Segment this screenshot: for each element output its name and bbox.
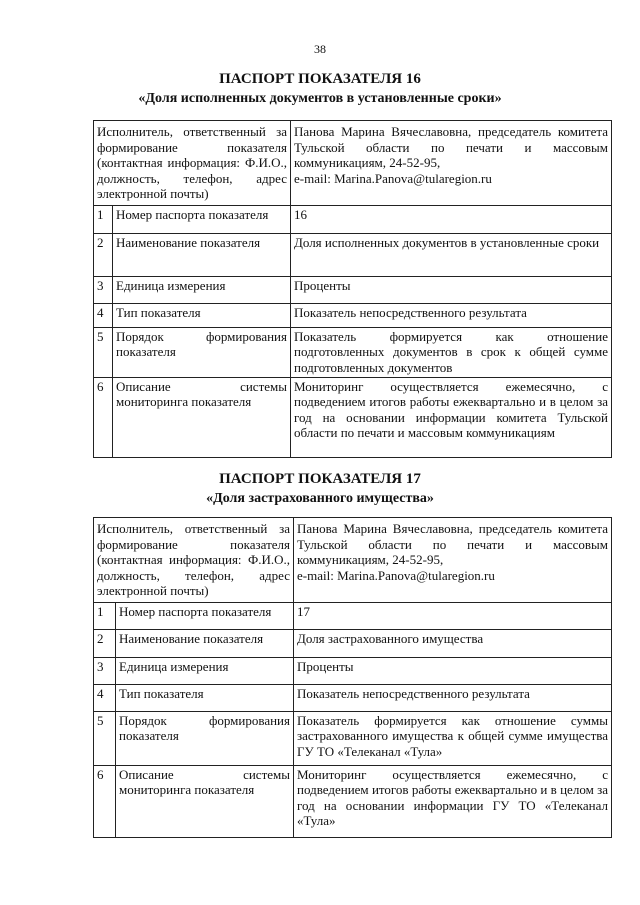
table-row: [94, 629, 612, 657]
executor-row: [94, 518, 612, 603]
passport-title: ПАСПОРТ ПОКАЗАТЕЛЯ 16: [219, 71, 421, 87]
row-value: Мониторинг осуществляется ежемесячно, с подведением итогов работы ежеквартально и в целом за год на основании информации комитета Тульской области по печати и массовым коммуникациям: [291, 377, 612, 457]
row-label: Единица измерения: [113, 276, 291, 303]
row-number: 4: [94, 303, 113, 327]
row-label: Номер паспорта показателя: [113, 205, 291, 233]
executor-row: [94, 121, 612, 206]
row-label: Единица измерения: [116, 657, 294, 684]
row-number: 3: [94, 276, 113, 303]
row-number: 5: [94, 327, 113, 377]
row-number: 2: [94, 233, 113, 276]
executor-label: Исполнитель, ответственный за формирование показателя (контактная информация: Ф.И.О., должность, телефон, адрес электронной почты): [94, 121, 291, 206]
executor-value: [294, 518, 612, 603]
row-value: Показатель непосредственного результата: [291, 303, 612, 327]
row-value: 17: [294, 602, 612, 629]
table-row: [94, 276, 612, 303]
row-number: 1: [94, 205, 113, 233]
row-label: Наименование показателя: [116, 629, 294, 657]
row-value: Мониторинг осуществляется ежемесячно, с подведением итогов работы ежеквартально и в целом за год на основании информации ГУ ТО «Телеканал «Тула»: [294, 765, 612, 837]
row-number: 2: [94, 629, 116, 657]
row-label: Описание системы мониторинга показателя: [116, 765, 294, 837]
page-number: 38: [314, 42, 326, 56]
row-value: Доля исполненных документов в установленные сроки: [291, 233, 612, 276]
executor-email: e-mail: Marina.Panova@tularegion.ru: [297, 567, 495, 583]
executor-label: Исполнитель, ответственный за формирование показателя (контактная информация: Ф.И.О., должность, телефон, адрес электронной почты): [94, 518, 294, 603]
table-row: [94, 205, 612, 233]
row-value: Показатель непосредственного результата: [294, 684, 612, 711]
passport-subtitle: «Доля исполненных документов в установленные сроки»: [138, 91, 502, 106]
row-value: Проценты: [294, 657, 612, 684]
executor-contact: Панова Марина Вячеславовна, председатель комитета Тульской области по печати и массовым коммуникациям, 24-52-95,: [294, 124, 608, 170]
table-row: [94, 233, 612, 276]
row-value: Доля застрахованного имущества: [294, 629, 612, 657]
table-row: [94, 657, 612, 684]
table-row: [94, 303, 612, 327]
row-value: Показатель формируется как отношение суммы застрахованного имущества к общей сумме имущества ГУ ТО «Телеканал «Тула»: [294, 711, 612, 765]
table-row: [94, 377, 612, 457]
row-number: 3: [94, 657, 116, 684]
executor-contact: Панова Марина Вячеславовна, председатель комитета Тульской области по печати и массовым коммуникациям, 24-52-95,: [297, 521, 608, 567]
row-value: Показатель формируется как отношение подготовленных документов в срок к общей сумме подготовленных документов: [291, 327, 612, 377]
row-number: 1: [94, 602, 116, 629]
passport-17-heading: [0, 470, 640, 508]
table-row: [94, 711, 612, 765]
row-number: 6: [94, 377, 113, 457]
row-label: Тип показателя: [116, 684, 294, 711]
row-label: Наименование показателя: [113, 233, 291, 276]
passport-title: ПАСПОРТ ПОКАЗАТЕЛЯ 17: [219, 471, 421, 487]
row-label: Описание системы мониторинга показателя: [113, 377, 291, 457]
table-row: [94, 327, 612, 377]
table-row: [94, 602, 612, 629]
row-value: 16: [291, 205, 612, 233]
executor-email: e-mail: Marina.Panova@tularegion.ru: [294, 170, 492, 186]
table-row: [94, 765, 612, 837]
row-label: Порядок формирования показателя: [116, 711, 294, 765]
passport-16-table: [93, 120, 612, 458]
row-number: 5: [94, 711, 116, 765]
passport-16-heading: [0, 70, 640, 108]
row-number: 4: [94, 684, 116, 711]
row-value: Проценты: [291, 276, 612, 303]
executor-value: [291, 121, 612, 206]
passport-subtitle: «Доля застрахованного имущества»: [206, 491, 434, 506]
row-number: 6: [94, 765, 116, 837]
passport-17-table: [93, 517, 612, 838]
row-label: Порядок формирования показателя: [113, 327, 291, 377]
row-label: Тип показателя: [113, 303, 291, 327]
table-row: [94, 684, 612, 711]
row-label: Номер паспорта показателя: [116, 602, 294, 629]
